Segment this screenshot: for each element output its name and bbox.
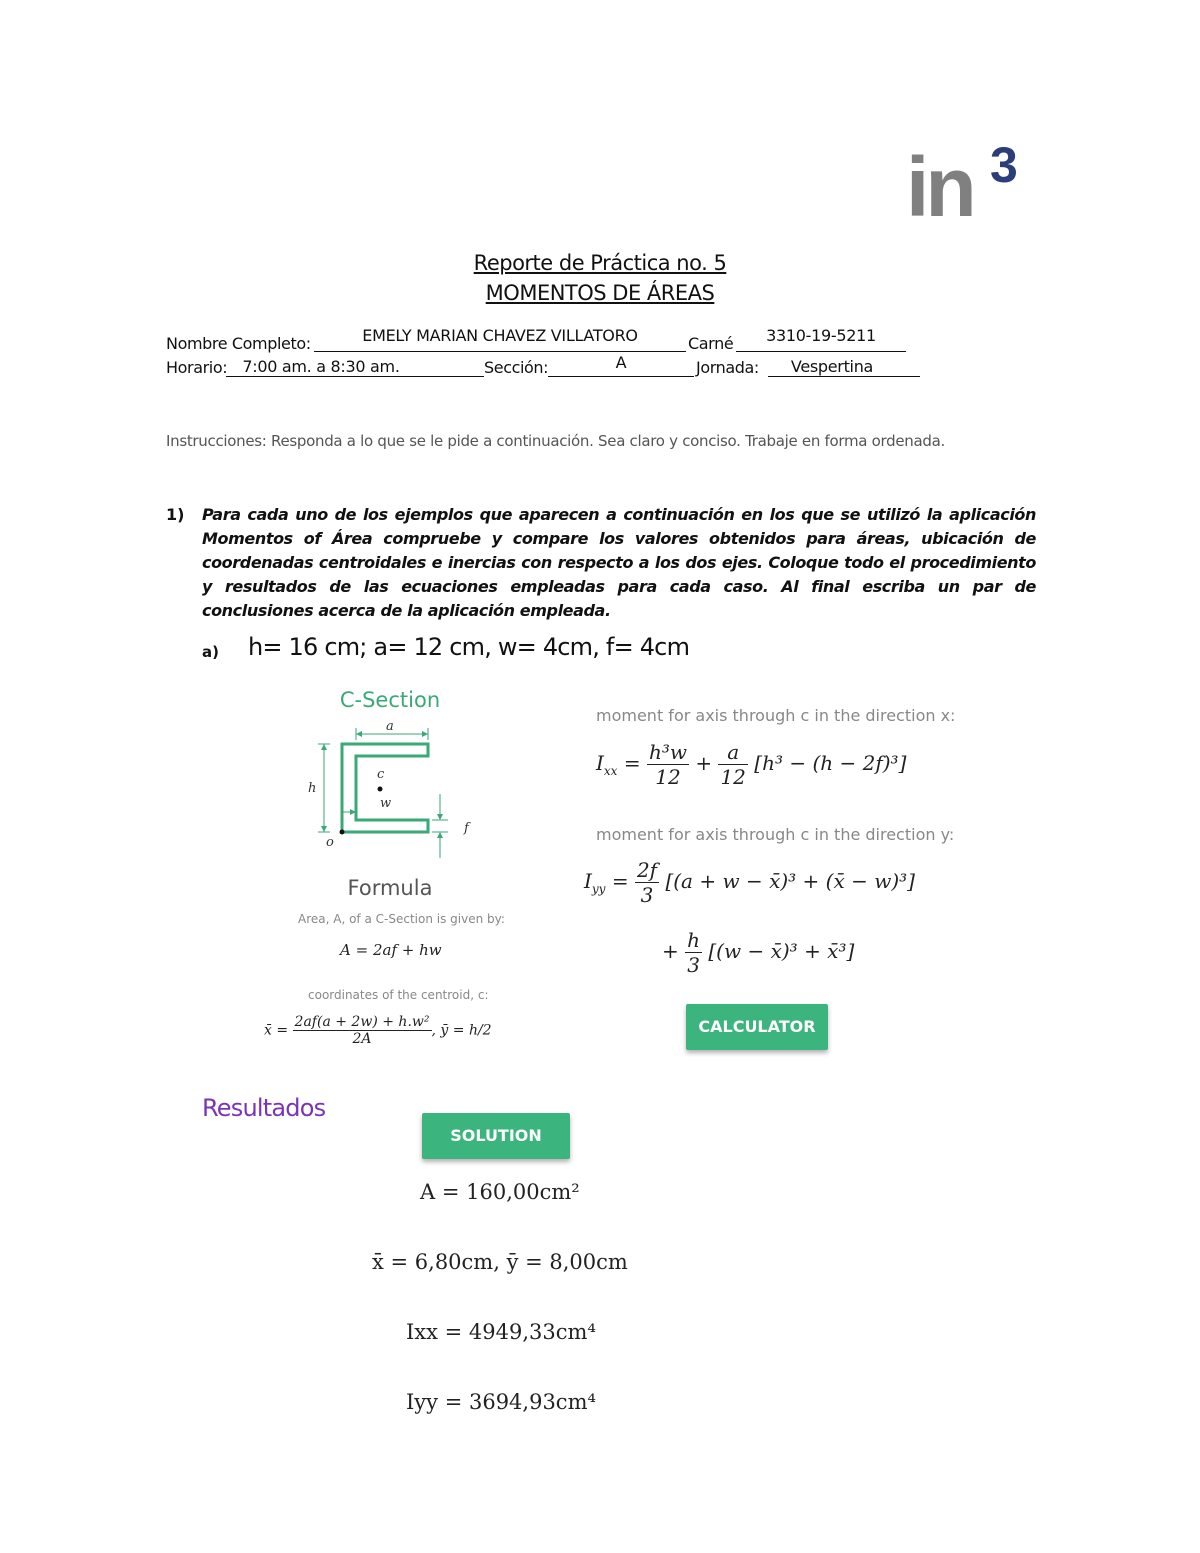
carne-value: 3310-19-5211 [766,326,876,345]
csection-title: C-Section [339,688,441,712]
question-number: 1) [166,505,185,524]
area-caption: Area, A, of a C-Section is given by: [298,912,505,926]
results-heading: Resultados [202,1094,326,1122]
result-ixx: Ixx = 4949,33cm⁴ [406,1320,596,1344]
seccion-label: Sección: [484,358,549,377]
nombre-underline [314,351,686,352]
calculator-button[interactable]: CALCULATOR [686,1004,828,1050]
jornada-underline [768,376,920,377]
report-subtitle: MOMENTOS DE ÁREAS [485,281,715,305]
instructions-text: Instrucciones: Responda a lo que se le pide a continuación. Sea claro y conciso. Trabaje en forma ordenada. [166,432,945,450]
label-f: f [464,821,469,836]
label-c: c [377,767,385,782]
iyy-formula-line2: + $\frac{h}{3}$ [(w − x̄)³ + x̄³] [662,928,855,977]
nombre-label: Nombre Completo: [166,334,311,353]
logo-text: in [906,140,973,220]
result-area: A = 160,00cm² [420,1180,580,1204]
label-o: o [326,835,334,850]
formula-title: Formula [347,876,433,900]
label-a: a [386,719,394,734]
seccion-underline [548,376,694,377]
question-text: Para cada uno de los ejemplos que aparecen a continuación en los que se utilizó la aplicación Momentos of Área compruebe y compare los valores obtenidos para áreas, ubicación de coordenadas centroidales e inercias con respecto a los dos ejes. Coloque todo el procedimiento y resultados de las ecuaciones empleadas para cada caso. Al final escriba un par de conclusiones acerca de la aplicación empleada. [202,505,1036,620]
csection-diagram [300,712,490,862]
iyy-formula-line1: $I_{yy}$ = $\frac{2f}{3}$ [(a + w − x̄)³ + (x̄ − w)³] [584,858,915,907]
c-shape [342,744,428,832]
nombre-value: EMELY MARIAN CHAVEZ VILLATORO [362,326,638,345]
label-w: w [380,796,392,811]
report-title: Reporte de Práctica no. 5 [473,251,727,275]
centroid-dot [378,787,383,792]
carne-underline [736,351,906,352]
moment-y-caption: moment for axis through c in the direction y: [596,825,955,844]
logo-superscript: 3 [990,140,1018,193]
seccion-value: A [615,353,627,372]
jornada-label: Jornada: [696,358,759,377]
in3-logo [906,140,1032,220]
centroid-caption: coordinates of the centroid, c: [308,988,489,1002]
part-letter: a) [202,643,219,661]
horario-underline [226,376,484,377]
result-centroid: x̄ = 6,80cm, ȳ = 8,00cm [372,1250,628,1274]
moment-x-caption: moment for axis through c in the direction x: [596,706,956,725]
part-parameters: h= 16 cm; a= 12 cm, w= 4cm, f= 4cm [248,633,690,661]
solution-button[interactable]: SOLUTION [422,1113,570,1159]
horario-value: 7:00 am. a 8:30 am. [242,357,400,376]
origin-dot [340,830,345,835]
ixx-formula: $I_{xx}$ = $\frac{\text{h³w}}{12}$ + $\frac{a}{12}$ [h³ − (h − 2f)³] [596,740,907,789]
horario-label: Horario: [166,358,228,377]
label-h: h [308,781,317,796]
centroid-formula: x̄ = $\frac{\text{2af(a + 2w) + h.w²}}{2A}$ , ȳ = h/2 [264,1014,492,1047]
jornada-value: Vespertina [790,357,874,376]
result-iyy: Iyy = 3694,93cm⁴ [406,1390,596,1414]
area-formula: A = 2af + hw [340,941,442,959]
carne-label: Carné [688,334,734,353]
